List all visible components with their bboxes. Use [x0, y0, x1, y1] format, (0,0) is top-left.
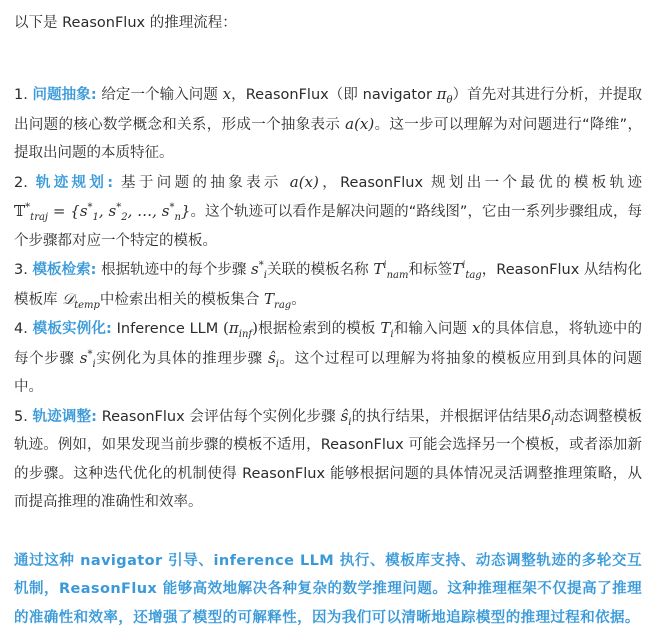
math-pi-inf: $(\pi_{inf})$	[223, 319, 258, 340]
step-text: ）首先对其进行分析，并提取出问题的核心数学概念和关系，形成一个抽象表示	[14, 87, 643, 133]
step-number: 3.	[14, 262, 28, 278]
step-text: 实例化为具体的推理步骤	[95, 350, 268, 367]
summary-text: 通过这种 navigator 引导、inference LLM 执行、模板库支持、动态调整轨迹的多轮交互机制，ReasonFlux 能够高效地解决各种复杂的数学推理问题。这种推理框架不仅提高了推理的准确性和效率，还增强了模型的可解释性，因为我们可以清晰地追踪模型的推理过程和依据。	[14, 552, 642, 626]
step-keyword: 轨迹调整:	[32, 408, 97, 425]
step-5	[14, 402, 642, 517]
math-t-tag: $T^i_{tag}$	[452, 260, 482, 281]
step-text: Inference LLM	[111, 321, 224, 337]
step-text: 的执行结果，并根据评估结果	[351, 408, 542, 425]
step-3	[14, 255, 642, 314]
step-text: 。这个过程可以理解为将抽象的模板应用到具体的问题中。	[14, 350, 643, 395]
step-text: ，ReasonFlux 从结构化模板库	[14, 262, 643, 308]
step-keyword: 模板检索:	[32, 262, 97, 278]
step-text: 。	[291, 291, 306, 308]
step-text: 和输入问题	[393, 321, 473, 337]
step-text: ReasonFlux 会评估每个实例化步骤	[96, 408, 341, 425]
step-keyword: 轨迹规划:	[35, 174, 114, 191]
step-4	[14, 314, 642, 402]
step-keyword: 模板实例化:	[32, 321, 112, 337]
math-trajectory-set: 𝕋*$_{traj}$ = {$s^*_1$, $s^*_2$, …, $s^*_n$}	[14, 202, 191, 223]
step-text: 。这个轨迹可以看作是解决问题的“路线图”，它由一系列步骤组成，每个步骤都对应一个特定的模板。	[14, 204, 642, 249]
step-text: 关联的模板名称	[266, 262, 374, 278]
step-text: 和标签	[408, 262, 453, 278]
step-text: 基于问题的抽象表示	[113, 174, 290, 191]
intro-text: 以下是 ReasonFlux 的推理流程：	[14, 15, 237, 31]
step-2	[14, 168, 642, 256]
math-pi-theta: $\pi_\theta$	[436, 85, 453, 106]
step-text: 的具体信息，将轨迹中的每个步骤	[14, 321, 642, 367]
math-t-rag: $T_{rag}$	[264, 289, 292, 311]
math-a-x: a(x)	[345, 114, 375, 133]
step-text: 。这一步可以理解为对问题进行“降维”，提取出问题的本质特征。	[14, 116, 642, 161]
step-text: ，ReasonFlux 规划出一个最优的模板轨迹	[318, 174, 643, 191]
step-number: 4.	[14, 321, 28, 337]
math-s-hat-i: $ŝ_i$	[340, 406, 352, 428]
step-text: 根据检索到的模板	[257, 321, 381, 337]
step-text: 中检索出相关的模板集合	[99, 291, 265, 308]
step-number: 1.	[14, 87, 28, 103]
step-number: 2.	[14, 174, 28, 191]
math-s-hat-i: $ŝ_i$	[267, 348, 279, 370]
math-s-star-i: $s^*_i$	[251, 260, 267, 281]
step-text: 根据轨迹中的每个步骤	[96, 262, 252, 278]
math-t-i: $T_i$	[380, 319, 394, 340]
step-keyword: 问题抽象:	[32, 87, 97, 103]
step-text: 动态调整模板轨迹。例如，如果发现当前步骤的模板不适用，ReasonFlux 可能会选择另一个模板，或者添加新的步骤。这种迭代优化的机制使得 ReasonFlux 能够根据问题的具体情况灵活调整推理策略，从而提高推理的准确性和效率。	[14, 408, 643, 510]
step-text: ，ReasonFlux（即 navigator	[231, 87, 437, 103]
math-x: x	[472, 319, 481, 337]
step-1	[14, 80, 642, 168]
math-x: x	[222, 85, 232, 103]
math-delta-i: $\delta_i$	[541, 406, 555, 428]
math-t-nam: $T^i_{nam}$	[373, 260, 409, 281]
step-text: 给定一个输入问题	[96, 87, 223, 103]
math-d-temp: 𝒟$_{temp}$	[62, 289, 100, 311]
math-s-star-i: $s^*_i$	[79, 348, 96, 370]
math-a-x: a(x)	[289, 172, 319, 191]
step-number: 5.	[14, 408, 28, 425]
